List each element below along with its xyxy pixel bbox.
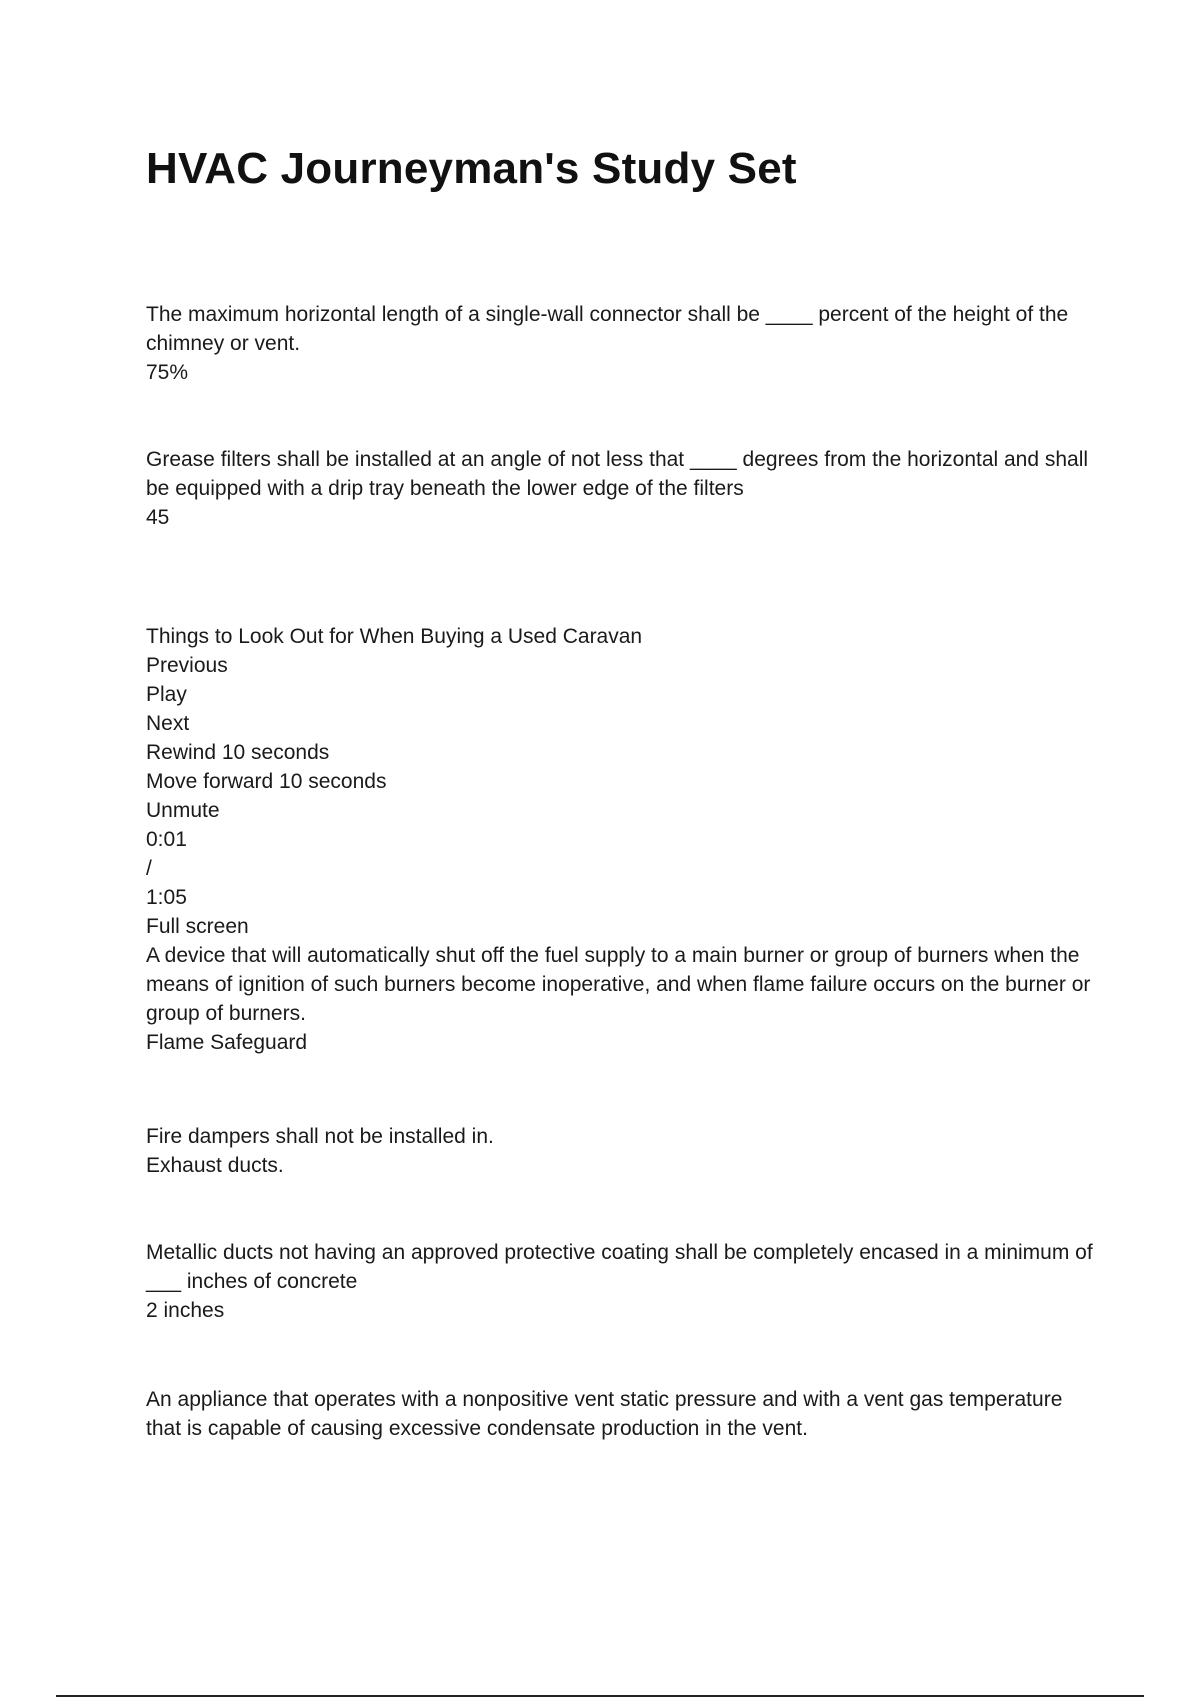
card-question: An appliance that operates with a nonpositive vent static pressure and with a vent gas temperature that is capable of causing excessive condensate production in the vent. bbox=[146, 1388, 1063, 1440]
document-title: HVAC Journeyman's Study Set bbox=[146, 144, 797, 193]
flashcard bbox=[146, 445, 1096, 532]
current-time: 0:01 bbox=[146, 828, 187, 851]
card-answer: 45 bbox=[146, 506, 170, 529]
unmute-button[interactable]: Unmute bbox=[146, 799, 220, 822]
forward-button[interactable]: Move forward 10 seconds bbox=[146, 770, 387, 793]
card-answer: 2 inches bbox=[146, 1299, 225, 1322]
card-question: Grease filters shall be installed at an angle of not less that ____ degrees from the horizontal and shall be equipped with a drip tray beneath the lower edge of the filters bbox=[146, 448, 1089, 500]
duration: 1:05 bbox=[146, 886, 187, 909]
rewind-button[interactable]: Rewind 10 seconds bbox=[146, 741, 330, 764]
flashcard bbox=[146, 1238, 1096, 1325]
next-button[interactable]: Next bbox=[146, 712, 190, 735]
play-button[interactable]: Play bbox=[146, 683, 187, 706]
card-question: The maximum horizontal length of a single-wall connector shall be ____ percent of the height of the chimney or vent. bbox=[146, 303, 1069, 355]
time-separator: / bbox=[146, 857, 152, 880]
flashcard bbox=[146, 1122, 1096, 1180]
card-answer: Exhaust ducts. bbox=[146, 1154, 284, 1177]
video-title[interactable]: Things to Look Out for When Buying a Used Caravan bbox=[146, 625, 643, 648]
video-player-and-flashcard bbox=[146, 622, 1096, 1057]
footer-divider bbox=[56, 1695, 1144, 1697]
card-answer: 75% bbox=[146, 361, 189, 384]
previous-button[interactable]: Previous bbox=[146, 654, 228, 677]
fullscreen-button[interactable]: Full screen bbox=[146, 915, 249, 938]
card-question: Metallic ducts not having an approved protective coating shall be completely encased in a minimum of ___ inches of concrete bbox=[146, 1241, 1093, 1293]
flashcard bbox=[146, 1385, 1096, 1443]
card-answer: Flame Safeguard bbox=[146, 1031, 308, 1054]
card-question: Fire dampers shall not be installed in. bbox=[146, 1125, 494, 1148]
card-question: A device that will automatically shut off the fuel supply to a main burner or group of burners when the means of ignition of such burners become inoperative, and when flame failure occurs on the burner or group of burners. bbox=[146, 944, 1091, 1025]
flashcard bbox=[146, 300, 1096, 387]
